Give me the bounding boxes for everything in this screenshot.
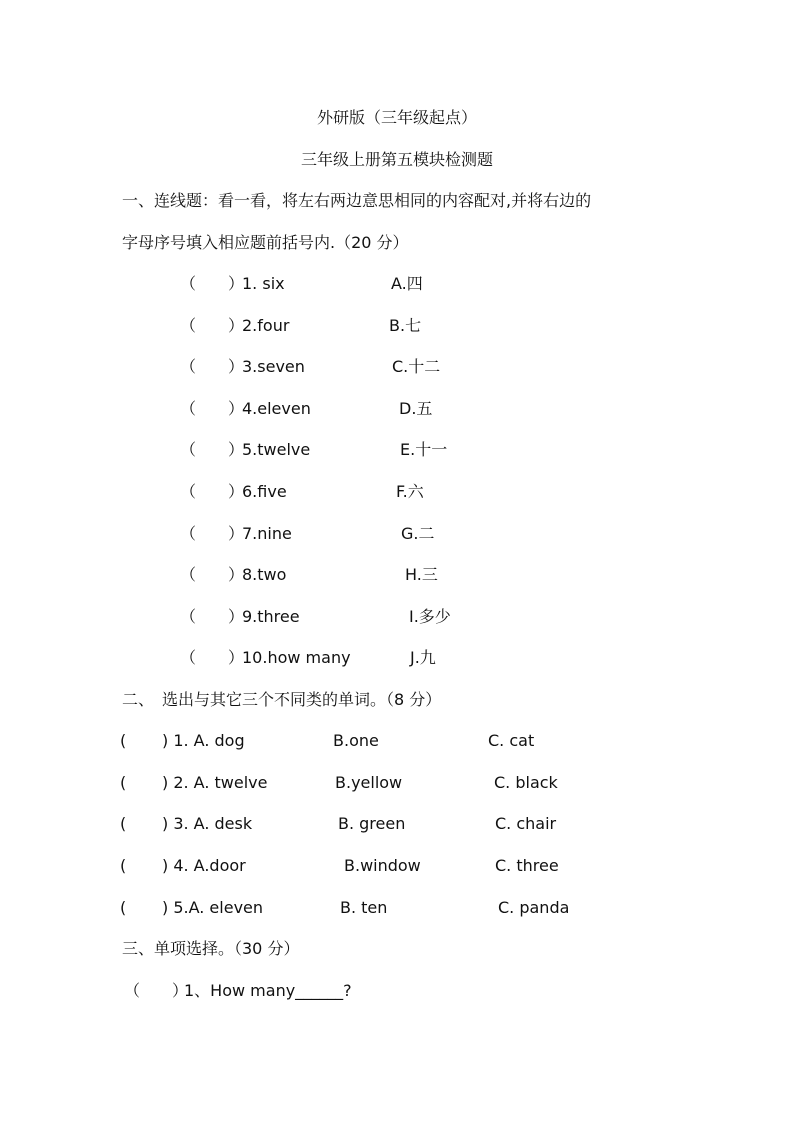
option-b: B. ten [340,898,388,917]
section2-heading: 二、 选出与其它三个不同类的单词。（8 分） [122,690,442,709]
option-a: ) 3. A. desk [162,814,253,833]
answer-bracket: （ ） [180,274,245,293]
option-c: C. cat [488,731,535,750]
answer-bracket-open: ( [120,731,127,750]
answer-bracket-open: ( [120,898,127,917]
exam-title-main: 三年级上册第五模块检测题 [300,150,493,169]
answer-bracket-open: ( [120,856,127,875]
english-word: 5.twelve [242,440,311,459]
option-a: ) 2. A. twelve [162,773,268,792]
chinese-option: I.多少 [409,607,451,626]
answer-bracket: （ ） [124,981,189,1000]
english-word: 6.five [242,482,287,501]
option-c: C. black [494,773,558,792]
chinese-option: B.七 [389,316,422,335]
english-word: 4.eleven [242,399,311,418]
option-c: C. chair [495,814,557,833]
chinese-option: D.五 [399,399,433,418]
chinese-option: H.三 [405,565,438,584]
answer-bracket-open: ( [120,773,127,792]
option-b: B.yellow [335,773,403,792]
answer-bracket: （ ） [180,565,245,584]
chinese-option: E.十一 [400,440,448,459]
answer-bracket: （ ） [180,357,245,376]
question-text: 1、How many______? [184,981,352,1000]
option-b: B. green [338,814,406,833]
chinese-option: C.十二 [392,357,441,376]
section1-heading-line1: 一、连线题：看一看，将左右两边意思相同的内容配对,并将右边的 [122,191,592,210]
chinese-option: G.二 [401,524,435,543]
chinese-option: F.六 [396,482,424,501]
option-c: C. three [495,856,559,875]
english-word: 10.how many [242,648,351,667]
exam-title-publisher: 外研版（三年级起点） [316,108,477,127]
english-word: 2.four [242,316,290,335]
option-b: B.window [344,856,421,875]
answer-bracket: （ ） [180,648,245,667]
answer-bracket: （ ） [180,607,245,626]
option-a: ) 5.A. eleven [162,898,264,917]
answer-bracket: （ ） [180,482,245,501]
english-word: 1. six [242,274,285,293]
chinese-option: A.四 [391,274,423,293]
option-b: B.one [333,731,379,750]
answer-bracket: （ ） [180,440,245,459]
answer-bracket: （ ） [180,316,245,335]
english-word: 8.two [242,565,287,584]
section1-heading-line2: 字母序号填入相应题前括号内.（20 分） [122,233,409,252]
english-word: 7.nine [242,524,292,543]
option-a: ) 1. A. dog [162,731,245,750]
answer-bracket: （ ） [180,399,245,418]
chinese-option: J.九 [410,648,436,667]
english-word: 3.seven [242,357,305,376]
option-c: C. panda [498,898,570,917]
answer-bracket-open: ( [120,814,127,833]
answer-bracket: （ ） [180,524,245,543]
english-word: 9.three [242,607,300,626]
section3-heading: 三、单项选择。（30 分） [122,939,300,958]
option-a: ) 4. A.door [162,856,246,875]
